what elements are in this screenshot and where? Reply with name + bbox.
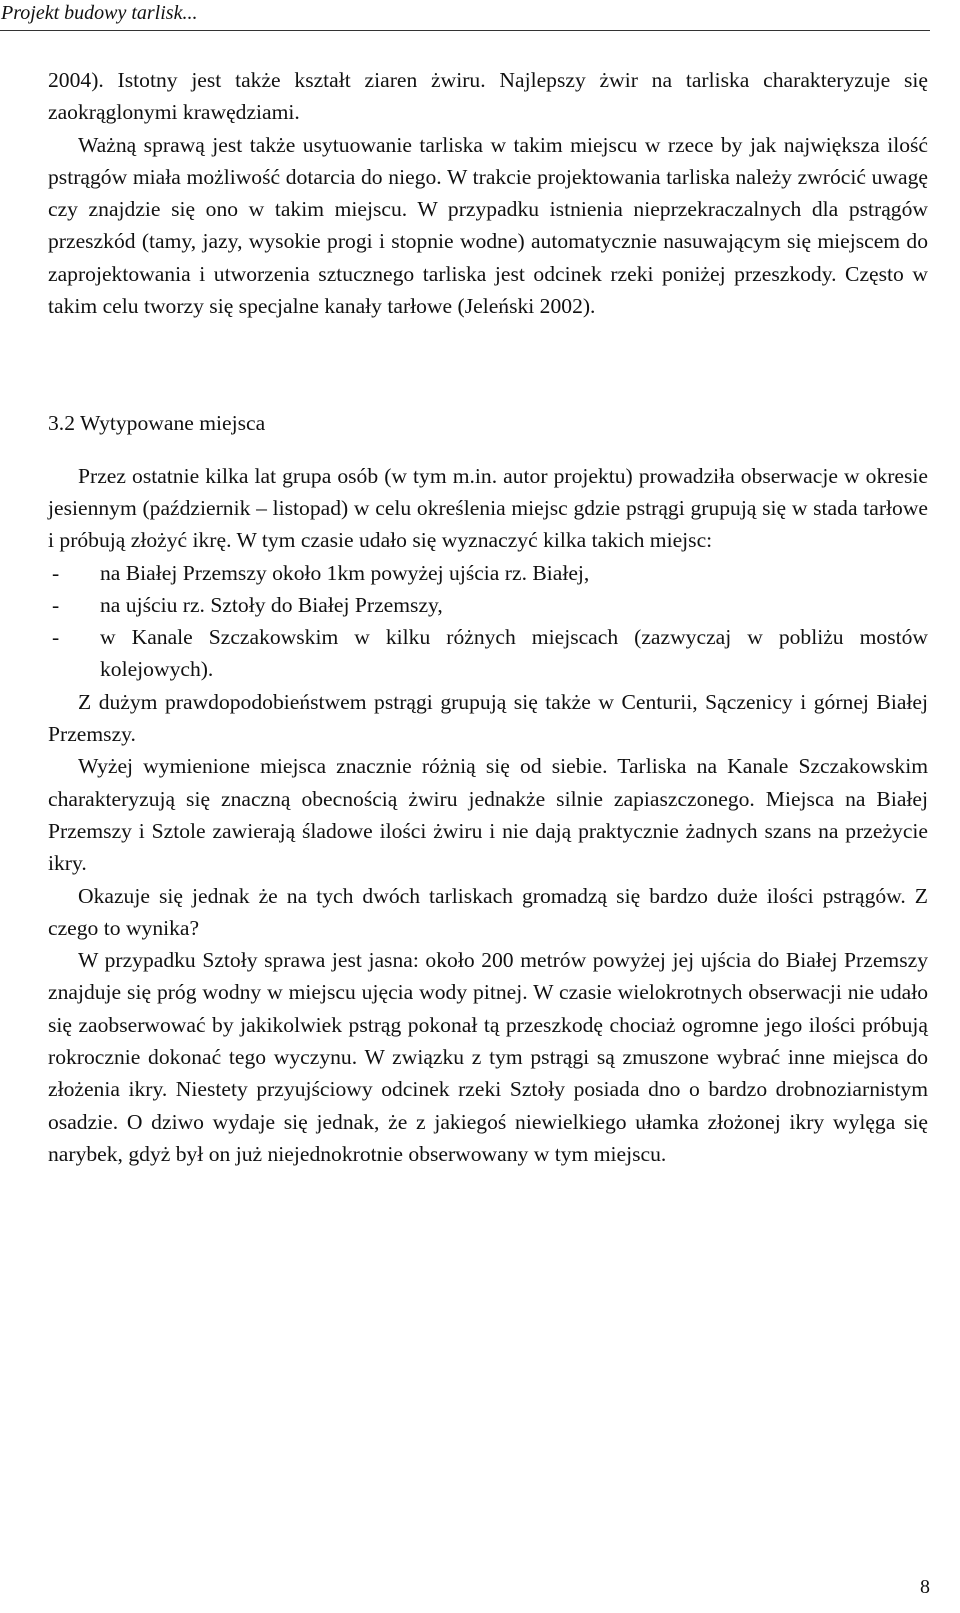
list-dash: - [52,625,60,650]
paragraph-question: Okazuje się jednak że na tych dwóch tarliskach gromadzą się bardzo duże ilości pstrągów. Z czego to wynika? [48,883,928,940]
paragraph-differences: Wyżej wymienione miejsca znacznie różnią się od siebie. Tarliska na Kanale Szczakowskim charakteryzują się znaczną obecnością żwiru jednakże silnie zapiaszczonego. Miejsca na Białej Przemszy i Sztole zawierają śladowe ilości żwiru i nie dają praktycznie żadnych szans na przeżycie ikry. [48,754,928,876]
paragraph-probability: Z dużym prawdopodobieństwem pstrągi grupują się także w Centurii, Sączenicy i górnej Białej Przemszy. [48,689,928,747]
list-item [48,557,928,589]
paragraph-location: Ważną sprawą jest także usytuowanie tarliska w takim miejscu w rzece by jak największa ilość pstrągów miała możliwość dotarcia do niego. W trakcie projektowania tarliska należy zwrócić uwagę czy znajdzie się ono w takim miejscu. W przypadku istnienia nieprzekraczalnych dla pstrągów przeszkód (tamy, jazy, wysokie progi i stopnie wodne) automatycznie nasuwającym się miejscem do zaprojektowania i utworzenia sztucznego tarliska jest odcinek rzeki poniżej przeszkody. Często w takim celu tworzy się specjalne kanały tarłowe (Jeleński 2002). [48,132,928,319]
page-header [0,0,930,31]
header-title: Projekt budowy tarlisk... [1,2,198,24]
paragraph-observations: Przez ostatnie kilka lat grupa osób (w tym m.in. autor projektu) prowadziła obserwacje w okresie jesiennym (październik – listopad) w celu określenia miejsc gdzie pstrągi grupują się w stada tarłowe i próbują złożyć ikrę. W tym czasie udało się wyznaczyć kilka takich miejsc: [48,463,928,553]
locations-list [48,557,928,686]
section-heading: 3.2 Wytypowane miejsca [48,411,266,436]
list-item-text: na ujściu rz. Sztoły do Białej Przemszy, [100,592,443,617]
paragraph-sztola: W przypadku Sztoły sprawa jest jasna: około 200 metrów powyżej jej ujścia do Białej Przemszy znajduje się próg wodny w miejscu ujęcia wody pitnej. W czasie wielokrotnych obserwacji nie udało się zaobserwować by jakikolwiek pstrąg pokonał tą przeszkodę chociaż ogromne jego ilości próbują rokrocznie dokonać tego wyczynu. W związku z tym pstrągi są zmuszone wybrać inne miejsca do złożenia ikry. Niestety przyujściowy odcinek rzeki Sztoły posiada dno o bardzo drobnoziarnistym osadzie. O dziwo wydaje się jednak, że z jakiegoś niewielkiego ułamka złożonej ikry wylęga się narybek, gdyż był on już niejednokrotnie obserwowany w tym miejscu. [48,948,928,1166]
list-item-text: na Białej Przemszy około 1km powyżej ujścia rz. Białej, [100,560,590,585]
document-body [48,64,928,1170]
page-number: 8 [920,1576,930,1598]
list-item [48,621,928,686]
list-dash: - [52,592,60,617]
paragraph-continuation: 2004). Istotny jest także kształt ziaren żwiru. Najlepszy żwir na tarliska charakteryzuje się zaokrąglonymi krawędziami. [48,68,928,125]
list-item-text: w Kanale Szczakowskim w kilku różnych miejscach (zazwyczaj w pobliżu mostów kolejowych). [100,625,928,682]
list-item [48,589,928,621]
list-dash: - [52,560,60,585]
